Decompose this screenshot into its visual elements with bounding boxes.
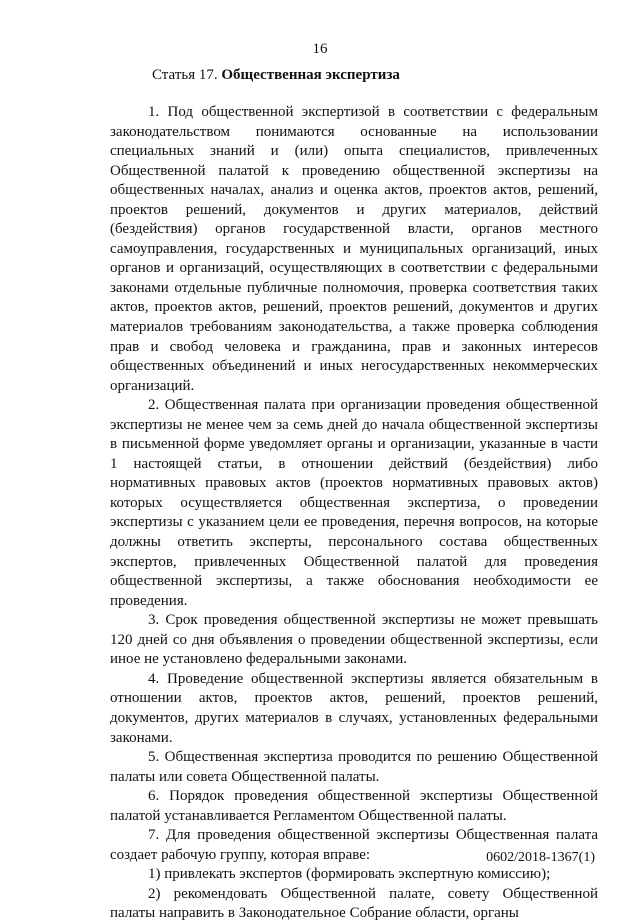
paragraph-7: 7. Для проведения общественной экспертизы Общественная палата создает рабочую группу, которая вправе:	[110, 827, 598, 863]
paragraph-6: 6. Порядок проведения общественной экспертизы Общественной палатой устанавливается Регламентом Общественной палаты.	[110, 788, 598, 824]
paragraph-5: 5. Общественная экспертиза проводится по решению Общественной палаты или совета Общественной палаты.	[110, 749, 598, 785]
paragraph-1: 1. Под общественной экспертизой в соответствии с федеральным законодательством понимаются основанные на использовании специальных знаний и (или) опыта специалистов, привлеченных Общественной палатой к проведению общественной экспертизы на общественных началах, анализ и оценка актов, проектов актов, решений, проектов решений, документов и других материалов, действий (бездействия) органов государственной власти, органов местного самоуправления, государственных и муниципальных организаций, иных органов и организаций, осуществляющих в соответствии с федеральными законами отдельные публичные полномочия, проверка соответствия таких актов, проектов актов, решений, проектов решений, документов и других материалов требованиям законодательства, а также проверка соблюдения прав и свобод человека и гражданина, прав и законных интересов общественных объединений и иных негосударственных некоммерческих организаций.	[110, 104, 598, 394]
paragraph-3: 3. Срок проведения общественной экспертизы не может превышать 120 дней со дня объявления о проведении общественной экспертизы, если иное не установлено федеральными законами.	[110, 612, 598, 668]
article-number: Статья 17.	[152, 67, 218, 83]
list-item-2: 2) рекомендовать Общественной палате, совету Общественной палаты направить в Законодательное Собрание области, органы	[110, 885, 598, 922]
paragraph-2: 2. Общественная палата при организации проведения общественной экспертизы не менее чем за семь дней до начала общественной экспертизы в письменной форме уведомляет органы и организации, указанные в части 1 настоящей статьи, в отношении действий (бездействия) либо нормативных правовых актов (проектов нормативных правовых актов) которых осуществляется общественная экспертиза, о проведении экспертизы с указанием цели ее проведения, перечня вопросов, на которые должны ответить эксперты, персонального состава общественных экспертов, привлеченных Общественной палатой для проведения общественной экспертизы, а также обоснования необходимости ее проведения.	[110, 397, 598, 609]
article-heading	[152, 66, 400, 84]
list-item-1: 1) привлекать экспертов (формировать экспертную комиссию);	[148, 866, 551, 883]
document-registration-code: 0602/2018-1367(1)	[486, 850, 595, 865]
article-body	[110, 103, 598, 924]
page-number: 16	[312, 41, 328, 57]
article-title: Общественная экспертиза	[221, 67, 400, 83]
paragraph-4: 4. Проведение общественной экспертизы является обязательным в отношении актов, проектов актов, решений, проектов решений, документов, других материалов в случаях, установленных федеральными законами.	[110, 670, 598, 746]
